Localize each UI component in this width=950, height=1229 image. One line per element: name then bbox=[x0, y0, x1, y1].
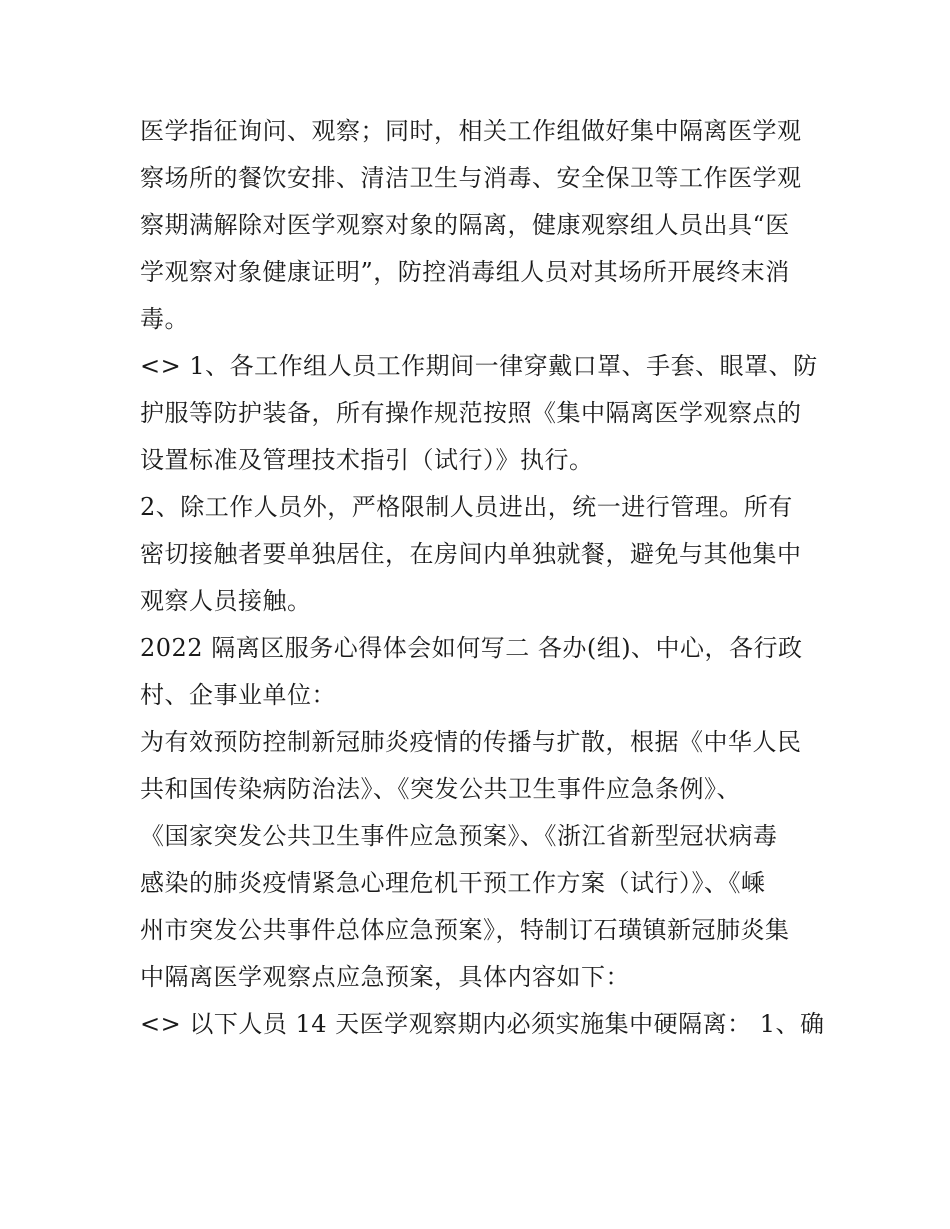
text-line: 学观察对象健康证明”，防控消毒组人员对其场所开展终末消 bbox=[140, 258, 790, 286]
text-line: 毒。 bbox=[140, 305, 189, 333]
text-line: <> 以下人员 14 天医学观察期内必须实施集中硬隔离： 1、确 bbox=[140, 1010, 825, 1038]
text-line: 感染的肺炎疫情紧急心理危机干预工作方案（试行）》、《嵊 bbox=[140, 869, 766, 897]
text-line: 为有效预防控制新冠肺炎疫情的传播与扩散，根据《中华人民 bbox=[140, 728, 802, 756]
text-line: 护服等防护装备，所有操作规范按照《集中隔离医学观察点的 bbox=[140, 399, 802, 427]
text-line: 州市突发公共事件总体应急预案》，特制订石璜镇新冠肺炎集 bbox=[140, 916, 790, 944]
text-line: 观察人员接触。 bbox=[140, 587, 312, 615]
text-line: 《国家突发公共卫生事件应急预案》、《浙江省新型冠状病毒 bbox=[140, 822, 778, 850]
text-line: 共和国传染病防治法》、《突发公共卫生事件应急条例》、 bbox=[140, 775, 741, 803]
text-line: 察期满解除对医学观察对象的隔离，健康观察组人员出具“医 bbox=[140, 211, 790, 239]
text-line: 密切接触者要单独居住，在房间内单独就餐，避免与其他集中 bbox=[140, 540, 802, 568]
text-line: 察场所的餐饮安排、清洁卫生与消毒、安全保卫等工作医学观 bbox=[140, 164, 802, 192]
text-line: 2022 隔离区服务心得体会如何写二 各办(组)、中心，各行政 bbox=[140, 634, 803, 662]
text-line: 村、企事业单位： bbox=[140, 681, 336, 709]
text-line: 中隔离医学观察点应急预案，具体内容如下： bbox=[140, 963, 630, 991]
text-line: 设置标准及管理技术指引（试行）》执行。 bbox=[140, 446, 594, 474]
document-body bbox=[140, 108, 825, 1048]
text-line: 医学指征询问、观察；同时，相关工作组做好集中隔离医学观 bbox=[140, 117, 802, 145]
text-line: <> 1、各工作组人员工作期间一律穿戴口罩、手套、眼罩、防 bbox=[140, 352, 818, 380]
text-line: 2、除工作人员外，严格限制人员进出，统一进行管理。所有 bbox=[140, 493, 793, 521]
